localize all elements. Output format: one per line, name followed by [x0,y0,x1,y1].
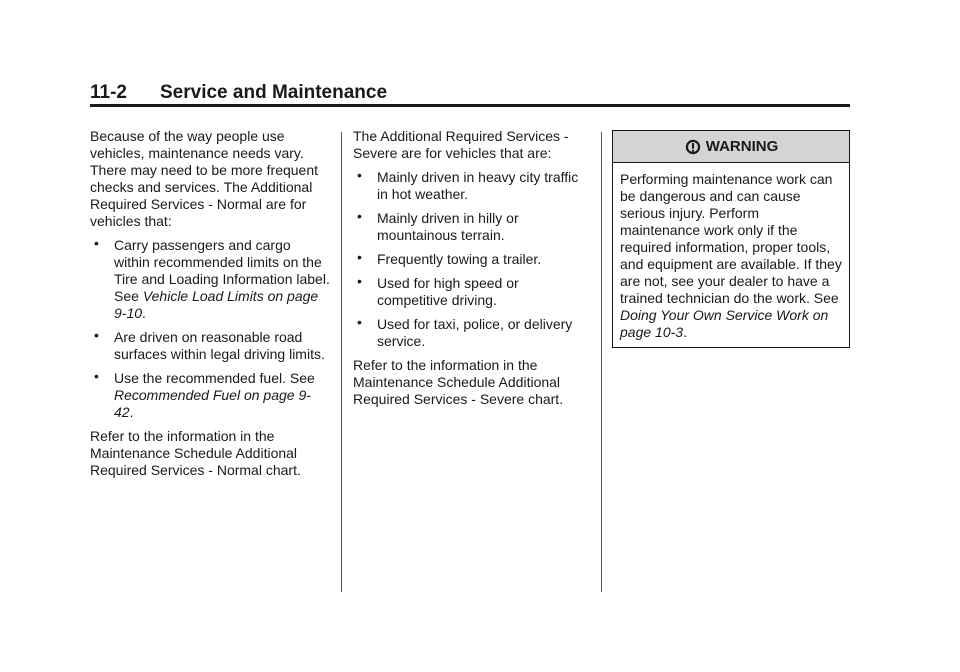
header-rule [90,104,850,107]
column-divider [341,132,342,592]
list-item: • Mainly driven in hilly or mountainous terrain. [357,208,519,243]
bullet-icon: • [94,327,99,343]
cross-reference-link[interactable]: Recommended Fuel on page 9-42 [114,387,311,420]
list-item: • Carry passengers and cargo within recommended limits on the Tire and Loading Information label. See Vehicle Load Limits on page 9-10. [94,235,330,321]
bullet-icon: • [357,249,362,265]
list-item: • Use the recommended fuel. See Recommended Fuel on page 9-42. [94,368,315,420]
cross-reference-link[interactable]: Doing Your Own Service Work on page 10-3 [620,307,829,340]
bullet-icon: • [357,314,362,330]
column-middle [353,128,593,415]
outro-paragraph: Refer to the information in the Maintenance Schedule Additional Required Services - Severe chart. [353,357,564,407]
warning-title: WARNING [705,138,779,155]
column-divider [601,132,602,592]
normal-conditions-list [90,237,330,421]
intro-paragraph: The Additional Required Services - Severe are for vehicles that are: [353,128,569,161]
cross-reference-link[interactable]: Vehicle Load Limits on page 9-10 [114,288,319,321]
page-header [90,82,850,104]
list-item: • Used for high speed or competitive driving. [357,273,519,308]
bullet-icon: • [357,273,362,289]
warning-text: Performing maintenance work can be dangerous and can cause serious injury. Perform maintenance work only if the required information, proper tools, and equipment are available. If they are not, see your dealer to have a trained technician do the work. See Doing Your Own Service Work on page 10-3. [620,171,842,340]
list-item: • Are driven on reasonable road surfaces within legal driving limits. [94,327,325,362]
bullet-icon: • [357,208,362,224]
warning-box [612,130,850,348]
bullet-icon: • [357,167,362,183]
list-item: • Frequently towing a trailer. [357,249,542,267]
warning-header [613,131,849,163]
warning-body [613,163,849,347]
intro-paragraph: Because of the way people use vehicles, maintenance needs vary. There may need to be more frequent checks and services. The Additional Required Services - Normal are for vehicles that: [90,128,319,229]
bullet-icon: • [94,368,99,384]
list-item: • Used for taxi, police, or delivery service. [357,314,573,349]
column-left [90,128,330,486]
page-number: 11-2 [90,82,127,103]
section-title: Service and Maintenance [160,82,388,103]
list-item: • Mainly driven in heavy city traffic in hot weather. [357,167,579,202]
warning-icon [684,138,702,156]
bullet-icon: • [94,235,99,251]
severe-conditions-list [353,169,593,350]
outro-paragraph: Refer to the information in the Maintenance Schedule Additional Required Services - Normal chart. [90,428,301,478]
